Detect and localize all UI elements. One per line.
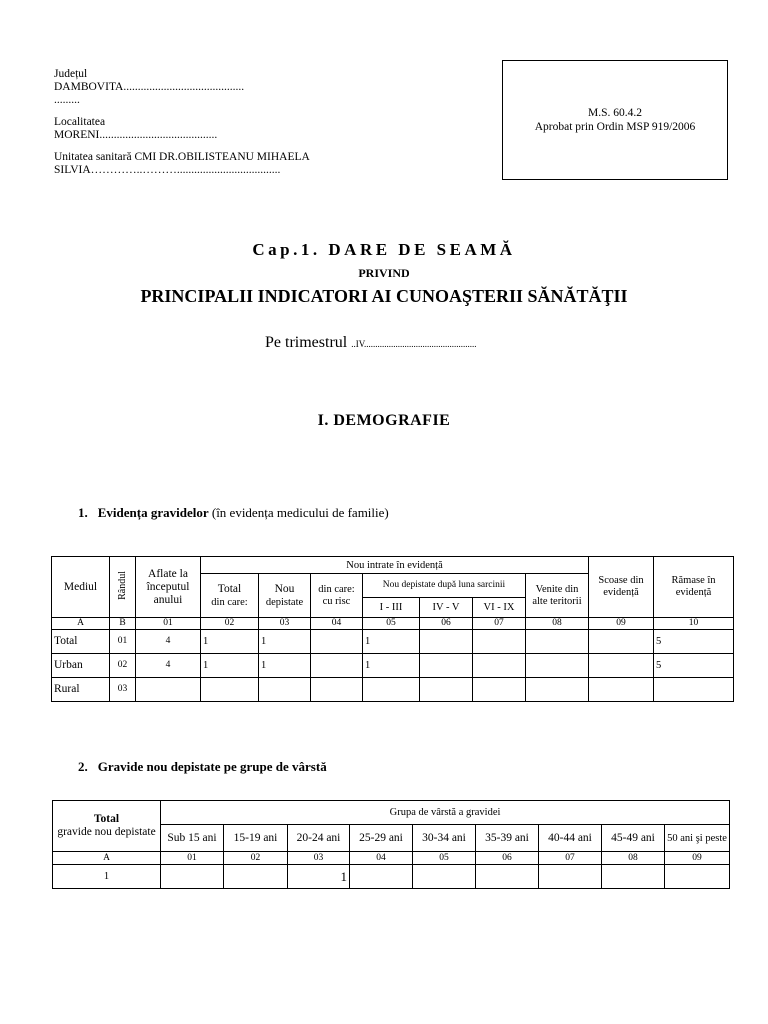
table2-code-row xyxy=(53,852,730,865)
h-age-group: Sub 15 ani xyxy=(161,825,224,852)
table2-title-text: Gravide nou depistate pe grupe de vârstă xyxy=(97,759,327,774)
h-total: Total din care: xyxy=(201,574,259,618)
main-title: PRINCIPALII INDICATORI AI CUNOAŞTERII SĂNĂTĂŢII xyxy=(140,286,628,306)
unitate-line2: SILVIA…………..……….................................... xyxy=(54,164,281,176)
h-din-care-risc: din care: cu risc xyxy=(311,574,363,618)
code-cell: 07 xyxy=(473,618,526,630)
table1-num: 1. xyxy=(78,505,88,520)
cell-02 xyxy=(201,678,259,702)
approval-box xyxy=(502,60,728,180)
judet-label: Județul xyxy=(54,68,88,80)
h-i-iii: I - III xyxy=(363,598,420,618)
code-cell: 05 xyxy=(363,618,420,630)
cell-10: 5 xyxy=(654,630,734,654)
cell-06 xyxy=(420,630,473,654)
h-age-group: 25-29 ani xyxy=(350,825,413,852)
judet-cont: ......... xyxy=(54,94,80,106)
cell-05 xyxy=(413,865,476,889)
table2-title xyxy=(78,759,327,775)
cell-09 xyxy=(589,678,654,702)
cell-09 xyxy=(589,654,654,678)
cell-09 xyxy=(589,630,654,654)
code-cell: 06 xyxy=(476,852,539,865)
cell-10 xyxy=(654,678,734,702)
h-mediul: Mediul xyxy=(52,557,110,618)
code-cell: 06 xyxy=(420,618,473,630)
code-cell: A xyxy=(52,618,110,630)
cell-07 xyxy=(473,654,526,678)
row-label: Rural xyxy=(52,678,110,702)
cell-08 xyxy=(602,865,665,889)
row-code: 03 xyxy=(110,678,136,702)
table-grupe-varsta xyxy=(52,800,730,889)
table1-title-bold: Evidența gravidelor xyxy=(97,505,209,520)
h-total-gravide: Total gravide nou depistate xyxy=(53,801,161,852)
title-privind: PRIVIND xyxy=(358,266,410,280)
h-iv-v: IV - V xyxy=(420,598,473,618)
cell-01 xyxy=(161,865,224,889)
code-cell: 04 xyxy=(350,852,413,865)
cell-02: 1 xyxy=(201,630,259,654)
chapter-title: Cap.1. DARE DE SEAMĂ xyxy=(252,240,516,259)
h-nou-intrate: Nou intrate în evidență xyxy=(201,557,589,574)
trimestru-label: Pe trimestrul xyxy=(265,334,348,351)
header-info xyxy=(54,68,454,186)
cell-08 xyxy=(526,630,589,654)
code-cell: 05 xyxy=(413,852,476,865)
h-venite: Venite din alte teritorii xyxy=(526,574,589,618)
h-nou-depistate: Nou depistate xyxy=(259,574,311,618)
h-age-group: 20-24 ani xyxy=(288,825,350,852)
table2-num: 2. xyxy=(78,759,88,774)
cell-03 xyxy=(259,678,311,702)
approval-text: Aprobat prin Ordin MSP 919/2006 xyxy=(534,121,696,133)
approval-code: M.S. 60.4.2 xyxy=(588,107,642,119)
code-cell: 01 xyxy=(136,618,201,630)
h-age-group: 40-44 ani xyxy=(539,825,602,852)
cell-02: 1 xyxy=(201,654,259,678)
table-evidenta-gravidelor xyxy=(51,556,734,702)
h-grupa-varsta: Grupa de vârstă a gravidei xyxy=(161,801,730,825)
code-cell: 04 xyxy=(311,618,363,630)
trimestru-line xyxy=(265,334,477,352)
row-code: 02 xyxy=(110,654,136,678)
table1-title-rest: (în evidența medicului de familie) xyxy=(208,505,389,520)
localitate-value: MORENI......................................... xyxy=(54,129,218,141)
code-cell: 01 xyxy=(161,852,224,865)
cell-04 xyxy=(311,630,363,654)
h-aflate: Aflate la începutul anului xyxy=(136,557,201,618)
cell-01: 4 xyxy=(136,630,201,654)
row-label: Total xyxy=(52,630,110,654)
trimestru-value: ..IV.................................................. xyxy=(351,339,477,349)
code-cell: 07 xyxy=(539,852,602,865)
table-row xyxy=(52,678,734,702)
table-row xyxy=(52,630,734,654)
table-row xyxy=(53,865,730,889)
code-cell: 08 xyxy=(602,852,665,865)
cell-03: 1 xyxy=(259,654,311,678)
h-age-group: 35-39 ani xyxy=(476,825,539,852)
code-cell: 08 xyxy=(526,618,589,630)
table-row xyxy=(52,654,734,678)
section-title: I. DEMOGRAFIE xyxy=(317,412,451,429)
cell-01 xyxy=(136,678,201,702)
cell-04 xyxy=(350,865,413,889)
cell-total: 1 xyxy=(53,865,161,889)
cell-06 xyxy=(420,678,473,702)
cell-05: 1 xyxy=(363,630,420,654)
code-cell: 10 xyxy=(654,618,734,630)
h-randul: Rândul xyxy=(110,557,136,618)
h-age-group: 15-19 ani xyxy=(224,825,288,852)
cell-03: 1 xyxy=(259,630,311,654)
cell-07 xyxy=(539,865,602,889)
h-age-group: 50 ani şi peste xyxy=(665,825,730,852)
cell-10: 5 xyxy=(654,654,734,678)
table1-code-row xyxy=(52,618,734,630)
code-cell: 03 xyxy=(288,852,350,865)
cell-05: 1 xyxy=(363,654,420,678)
cell-06 xyxy=(420,654,473,678)
code-cell: 02 xyxy=(224,852,288,865)
h-vi-ix: VI - IX xyxy=(473,598,526,618)
code-cell: 09 xyxy=(589,618,654,630)
code-cell: 09 xyxy=(665,852,730,865)
cell-07 xyxy=(473,630,526,654)
h-scoase: Scoase din evidență xyxy=(589,557,654,618)
cell-03: 1 xyxy=(288,865,350,889)
h-luna-sarcinii: Nou depistate după luna sarcinii xyxy=(363,574,526,598)
row-label: Urban xyxy=(52,654,110,678)
cell-04 xyxy=(311,678,363,702)
cell-04 xyxy=(311,654,363,678)
table1-title xyxy=(78,505,389,521)
code-cell: 02 xyxy=(201,618,259,630)
cell-02 xyxy=(224,865,288,889)
h-ramase: Rămase în evidență xyxy=(654,557,734,618)
h-age-group: 30-34 ani xyxy=(413,825,476,852)
cell-05 xyxy=(363,678,420,702)
cell-01: 4 xyxy=(136,654,201,678)
code-cell: B xyxy=(110,618,136,630)
cell-07 xyxy=(473,678,526,702)
unitate-line1: Unitatea sanitară CMI DR.OBILISTEANU MIHAELA xyxy=(54,151,310,163)
cell-09 xyxy=(665,865,730,889)
code-cell: 03 xyxy=(259,618,311,630)
code-cell: A xyxy=(53,852,161,865)
localitate-label: Localitatea xyxy=(54,116,106,128)
cell-06 xyxy=(476,865,539,889)
h-age-group: 45-49 ani xyxy=(602,825,665,852)
cell-08 xyxy=(526,678,589,702)
cell-08 xyxy=(526,654,589,678)
row-code: 01 xyxy=(110,630,136,654)
judet-value: DAMBOVITA.......................................... xyxy=(54,81,245,93)
